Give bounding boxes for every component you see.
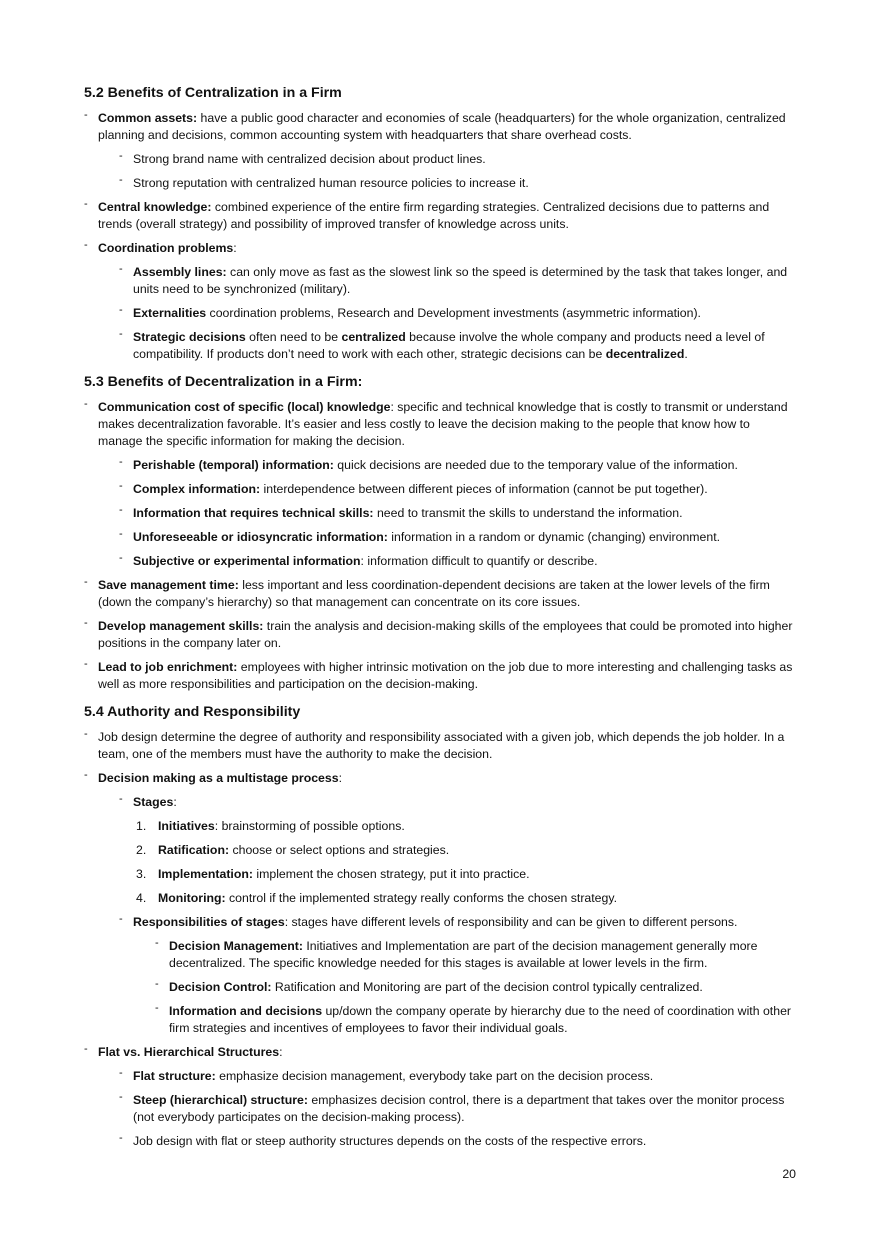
list-item: - Central knowledge: combined experience of the entire firm regarding strategies. Centralized decisions due to patterns and trends (overall strategy) and possibility of improved transfer of knowledge across units. <box>84 199 796 233</box>
list-item: - Complex information: interdependence between different pieces of information (cannot be put together). <box>119 481 796 498</box>
list-item: - Decision Management: Initiatives and Implementation are part of the decision management generally more decentralized. The specific knowledge needed for this stages is available at lower levels in the firm. <box>155 938 796 972</box>
list-item: - Flat structure: emphasize decision management, everybody take part on the decision process. <box>119 1068 796 1085</box>
list-item: - Assembly lines: can only move as fast as the slowest link so the speed is determined by the task that takes longer, and units need to be synchronized (military). <box>119 264 796 298</box>
list-item: - Stages: <box>119 794 796 811</box>
numbered-item: 3. Implementation: implement the chosen strategy, put it into practice. <box>136 867 530 881</box>
list-item: - Coordination problems: <box>84 240 796 257</box>
list-item: - Strategic decisions often need to be centralized because involve the whole company and products need a level of compatibility. If products don’t need to work with each other, strategic decisions can be decentralized. <box>119 329 796 363</box>
page-number: 20 <box>782 1167 796 1181</box>
list-item: - Decision Control: Ratification and Monitoring are part of the decision control typically centralized. <box>155 979 796 996</box>
list-item: - Strong brand name with centralized decision about product lines. <box>119 151 796 168</box>
list-item: - Steep (hierarchical) structure: emphasizes decision control, there is a department that takes over the monitor process (not everybody participates on the decision-making process). <box>119 1092 796 1126</box>
numbered-item: 4. Monitoring: control if the implemented strategy really conforms the chosen strategy. <box>136 891 618 905</box>
list-item: - Information and decisions up/down the company operate by hierarchy due to the need of coordination with other firm strategies and incentives of employees to favor their individual goals. <box>155 1003 796 1037</box>
section-heading-5-2: 5.2 Benefits of Centralization in a Firm <box>84 85 342 101</box>
list-item: - Common assets: have a public good character and economies of scale (headquarters) for the whole organization, centralized planning and decisions, common accounting system with headquarters that share overhead costs. <box>84 110 796 144</box>
numbered-item: 2. Ratification: choose or select options and strategies. <box>136 843 450 857</box>
section-heading-5-4: 5.4 Authority and Responsibility <box>84 704 301 720</box>
list-item: - Job design with flat or steep authority structures depends on the costs of the respective errors. <box>119 1133 796 1150</box>
list-item: - Save management time: less important and less coordination-dependent decisions are taken at the lower levels of the firm (down the company’s hierarchy) so that management can concentrate on its core issues. <box>84 577 796 611</box>
list-item: - Information that requires technical skills: need to transmit the skills to understand the information. <box>119 505 796 522</box>
section-list-5-2 <box>84 110 796 363</box>
list-item: - Perishable (temporal) information: quick decisions are needed due to the temporary value of the information. <box>119 457 796 474</box>
list-item: - Externalities coordination problems, Research and Development investments (asymmetric information). <box>119 305 796 322</box>
list-item: - Subjective or experimental information: information difficult to quantify or describe. <box>119 553 796 570</box>
list-item: - Unforeseeable or idiosyncratic information: information in a random or dynamic (changing) environment. <box>119 529 796 546</box>
list-item: - Strong reputation with centralized human resource policies to increase it. <box>119 175 796 192</box>
list-item: - Flat vs. Hierarchical Structures: <box>84 1044 796 1061</box>
list-item: - Develop management skills: train the analysis and decision-making skills of the employees that could be promoted into higher positions in the company later on. <box>84 618 796 652</box>
document-page <box>84 84 796 1157</box>
list-item: - Responsibilities of stages: stages have different levels of responsibility and can be given to different persons. <box>119 914 796 931</box>
list-item: - Communication cost of specific (local) knowledge: specific and technical knowledge that is costly to transmit or understand makes decentralization favorable. It’s easier and less costly to leave the decision making to the people that know how to manage the specific information for making the decision. <box>84 399 796 450</box>
numbered-item: 1. Initiatives: brainstorming of possible options. <box>136 819 405 833</box>
list-item: - Decision making as a multistage process: <box>84 770 796 787</box>
list-item: - Lead to job enrichment: employees with higher intrinsic motivation on the job due to more interesting and challenging tasks as well as more responsibilities and participation on the decision-making. <box>84 659 796 693</box>
section-list-5-4 <box>84 729 796 1150</box>
section-list-5-3 <box>84 399 796 693</box>
list-item: - Job design determine the degree of authority and responsibility associated with a given job, which depends the job holder. In a team, one of the members must have the authority to make the decision. <box>84 729 796 763</box>
section-heading-5-3: 5.3 Benefits of Decentralization in a Firm: <box>84 374 363 390</box>
